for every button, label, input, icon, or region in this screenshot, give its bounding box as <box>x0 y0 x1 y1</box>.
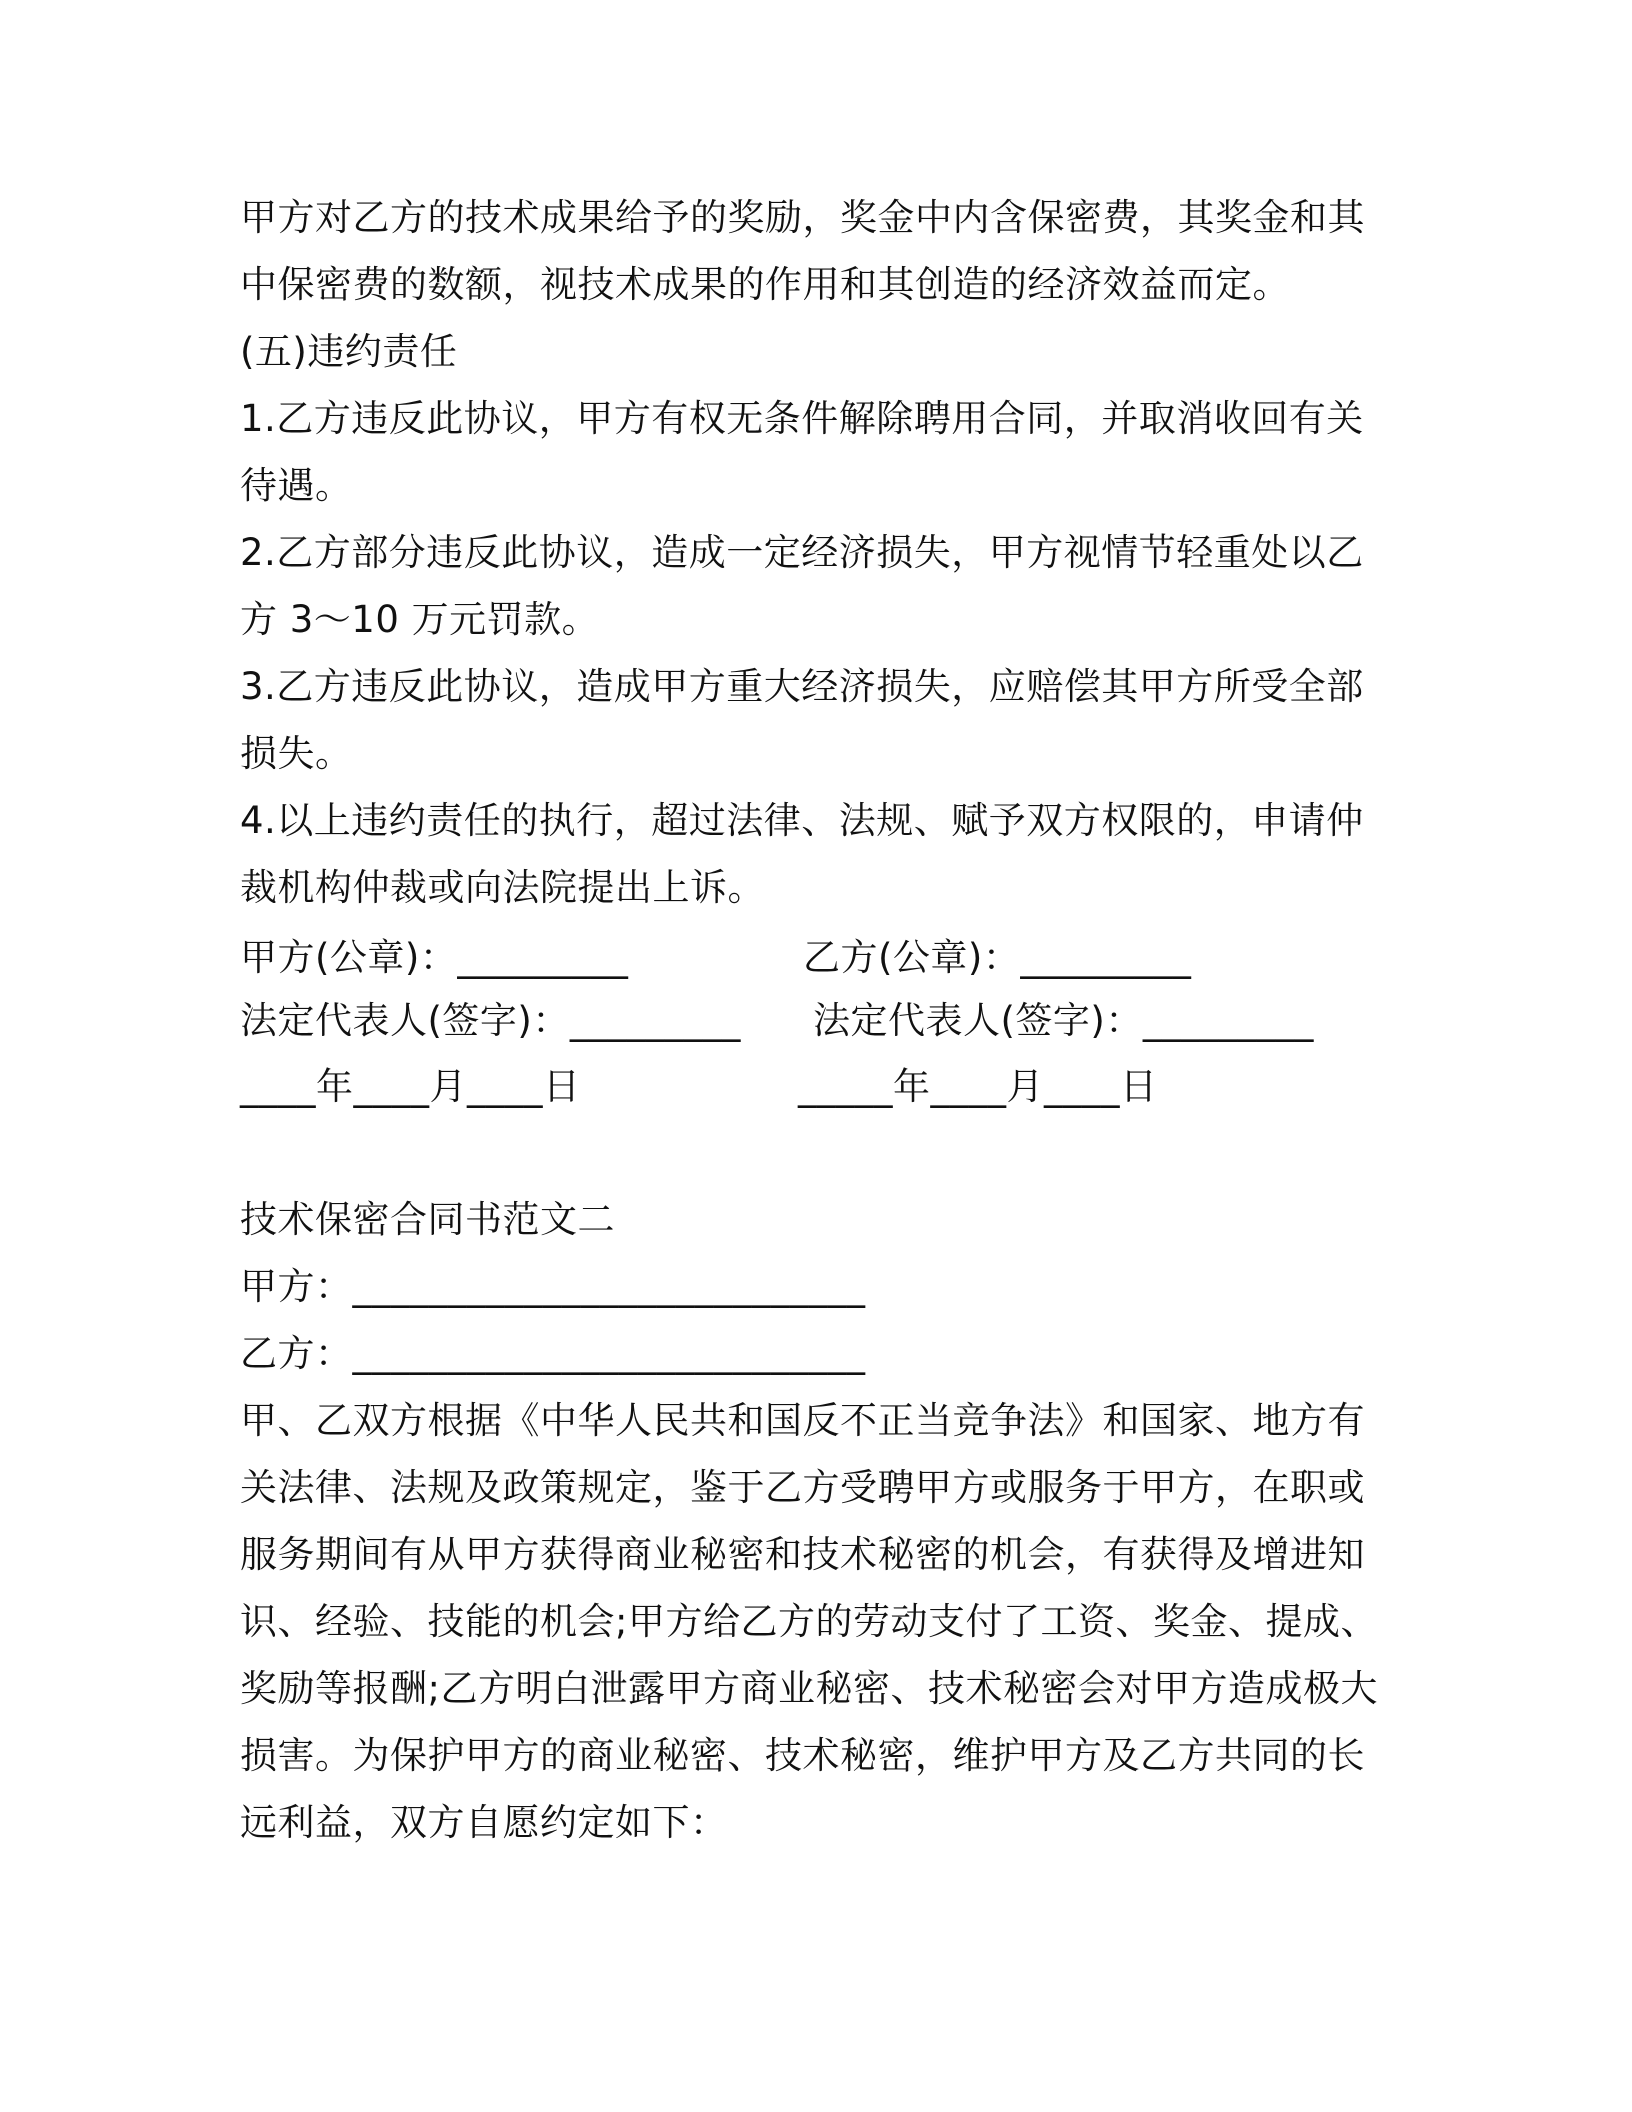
party-b-date-field: _____年____月____日 <box>798 1065 1158 1108</box>
list-item: 2.乙方部分违反此协议，造成一定经济损失，甲方视情节轻重处以乙 <box>240 531 1364 574</box>
paragraph-line: 奖励等报酬;乙方明白泄露甲方商业秘密、技术秘密会对甲方造成极大 <box>240 1667 1378 1710</box>
party-a-seal-field: 甲方(公章)：_________ <box>240 936 629 979</box>
paragraph-line: 识、经验、技能的机会;甲方给乙方的劳动支付了工资、奖金、提成、 <box>240 1600 1378 1643</box>
list-item: 3.乙方违反此协议，造成甲方重大经济损失，应赔偿其甲方所受全部 <box>240 665 1364 708</box>
paragraph-line: 甲方对乙方的技术成果给予的奖励，奖金中内含保密费，其奖金和其 <box>240 196 1365 239</box>
paragraph-line: 损害。为保护甲方的商业秘密、技术秘密，维护甲方及乙方共同的长 <box>240 1734 1365 1777</box>
document-title: 技术保密合同书范文二 <box>240 1198 615 1241</box>
list-item-continuation: 损失。 <box>240 732 353 775</box>
party-a-date-field: ____年____月____日 <box>240 1065 581 1108</box>
paragraph-line: 服务期间有从甲方获得商业秘密和技术秘密的机会，有获得及增进知 <box>240 1533 1365 1576</box>
paragraph-line: 关法律、法规及政策规定，鉴于乙方受聘甲方或服务于甲方，在职或 <box>240 1466 1365 1509</box>
party-b-field: 乙方：___________________________ <box>240 1332 866 1375</box>
list-item-continuation: 裁机构仲裁或向法院提出上诉。 <box>240 866 765 909</box>
party-a-rep-field: 法定代表人(签字)：_________ <box>240 999 741 1042</box>
paragraph-line: 甲、乙双方根据《中华人民共和国反不正当竞争法》和国家、地方有 <box>240 1399 1365 1442</box>
list-item: 4.以上违约责任的执行，超过法律、法规、赋予双方权限的，申请仲 <box>240 799 1364 842</box>
list-item-continuation: 方 3～10 万元罚款。 <box>240 598 600 641</box>
party-a-field: 甲方：___________________________ <box>240 1265 866 1308</box>
list-item: 1.乙方违反此协议，甲方有权无条件解除聘用合同，并取消收回有关 <box>240 397 1364 440</box>
section-heading: (五)违约责任 <box>240 330 458 373</box>
party-b-seal-field: 乙方(公章)：_________ <box>803 936 1192 979</box>
party-b-rep-field: 法定代表人(签字)：_________ <box>813 999 1314 1042</box>
paragraph-line: 远利益，双方自愿约定如下： <box>240 1801 728 1844</box>
list-item-continuation: 待遇。 <box>240 464 353 507</box>
paragraph-line: 中保密费的数额，视技术成果的作用和其创造的经济效益而定。 <box>240 263 1290 306</box>
